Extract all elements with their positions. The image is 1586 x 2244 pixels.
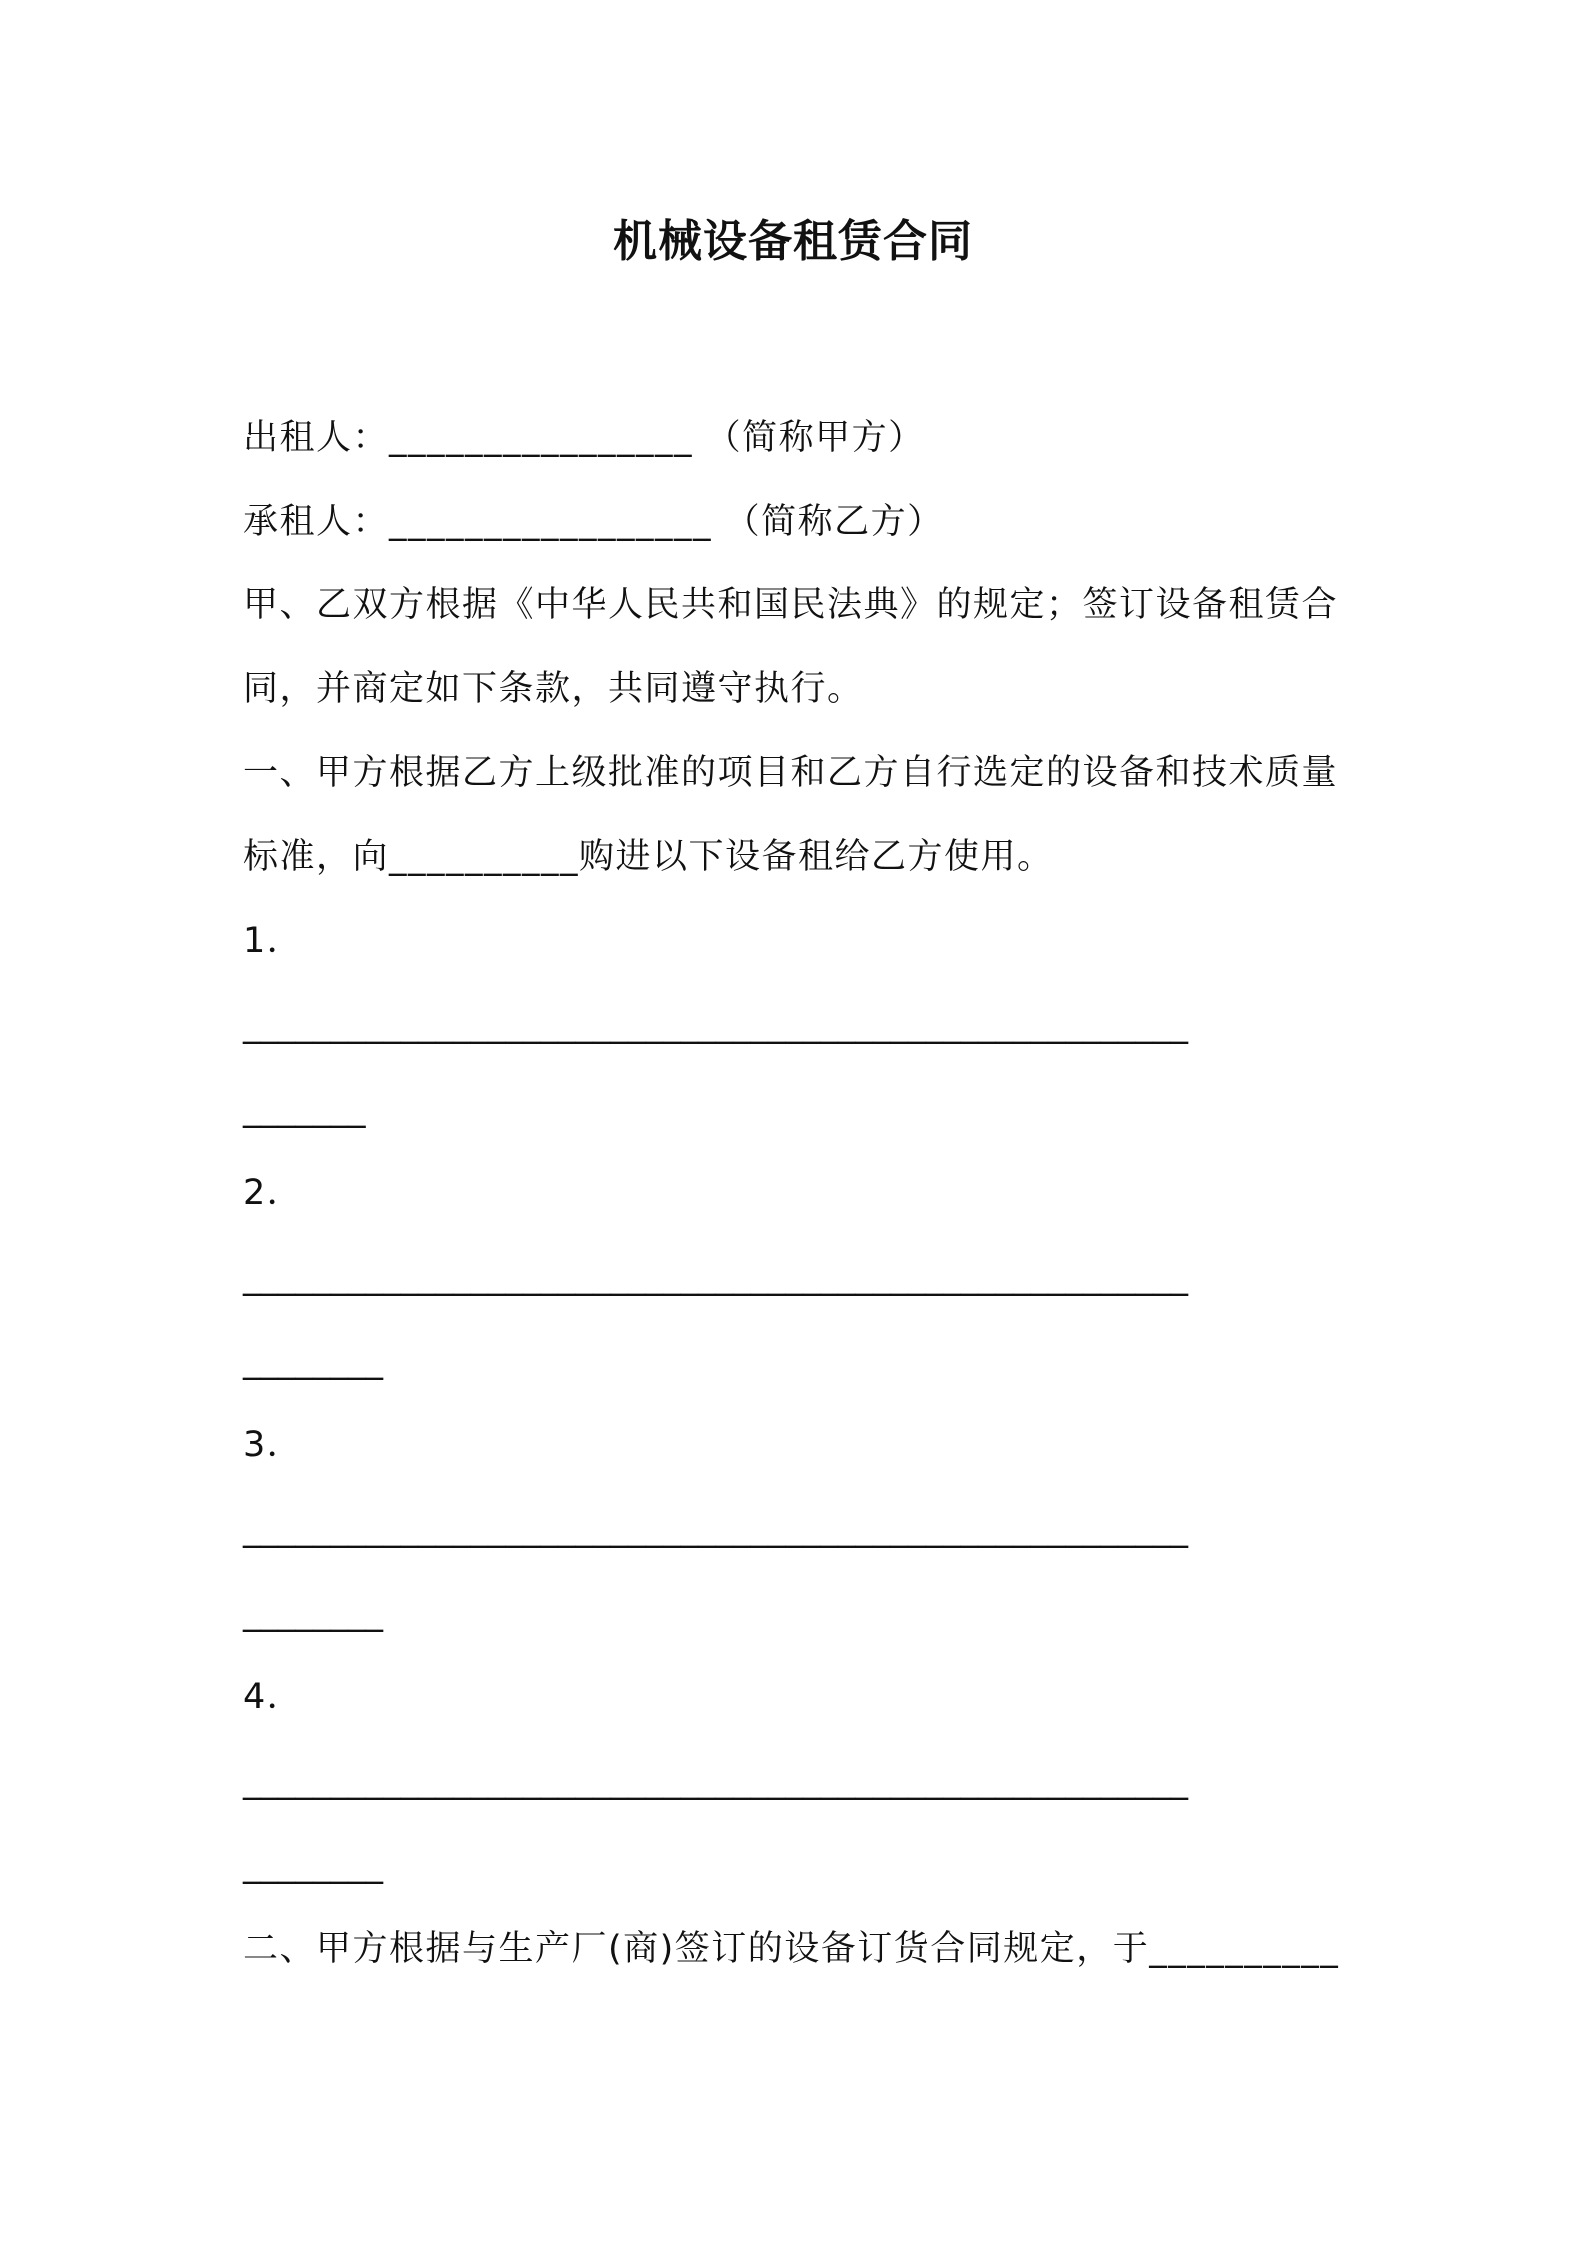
item-3-blank-line-2: ________ [243,1593,383,1633]
item-1-label: 1． [243,921,304,961]
item-3-label: 3． [243,1425,304,1465]
item-4-label: 4． [243,1677,304,1717]
clause-2-line-1: 二、甲方根据与生产厂(商)签订的设备订货合同规定，于__________ [243,1929,1340,1969]
item-1-blank-line-1: ______________________________________________________ [243,1005,1188,1045]
item-4-blank-line-2: ________ [243,1845,383,1885]
clause-1-line-1: 一、甲方根据乙方上级批准的项目和乙方自行选定的设备和技术质量 [243,753,1339,793]
item-2-blank-line-1: ______________________________________________________ [243,1257,1188,1297]
intro-line-1: 甲、乙双方根据《中华人民共和国民法典》的规定；签订设备租赁合 [243,585,1339,625]
item-1-blank-line-2: _______ [243,1089,366,1129]
document-title: 机械设备租赁合同 [613,216,973,267]
lessee-line: 承租人：_________________ （简称乙方） [243,502,944,542]
clause-1-line-2: 标准，向__________购进以下设备租给乙方使用。 [243,837,1054,877]
item-2-blank-line-2: ________ [243,1341,383,1381]
lessor-line: 出租人：________________ （简称甲方） [243,418,925,458]
item-3-blank-line-1: ______________________________________________________ [243,1509,1188,1549]
intro-line-2: 同，并商定如下条款，共同遵守执行。 [243,669,864,709]
item-4-blank-line-1: ______________________________________________________ [243,1761,1188,1801]
item-2-label: 2． [243,1173,304,1213]
